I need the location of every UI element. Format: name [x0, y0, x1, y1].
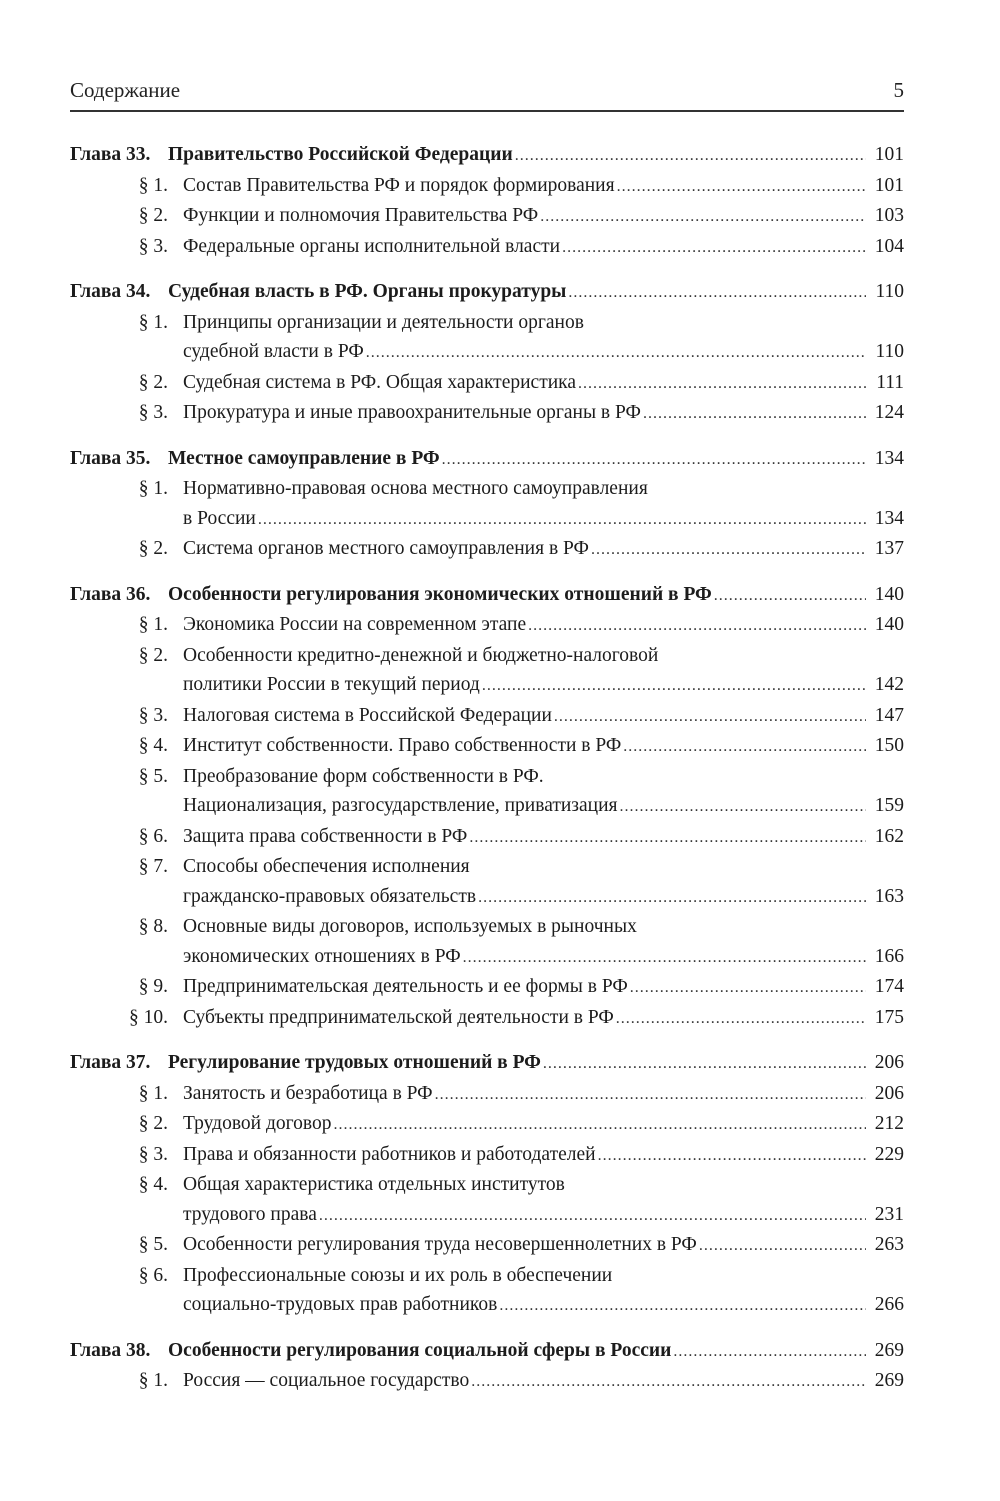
section-title: судебной власти в РФ	[183, 341, 364, 362]
section-entry[interactable]	[70, 731, 904, 762]
page-number: 5	[893, 78, 904, 102]
chapter-title: Регулирование трудовых отношений в РФ	[168, 1052, 541, 1073]
section-label: § 4.	[138, 735, 168, 756]
chapter-title: Местное самоуправление в РФ	[168, 447, 440, 469]
section-label: § 2.	[138, 205, 168, 226]
section-title: Занятость и безработица в РФ	[183, 1082, 433, 1104]
section-page: 140	[874, 614, 904, 635]
dot-leader	[617, 172, 866, 202]
dot-leader	[319, 1201, 866, 1231]
section-title: в России	[183, 507, 256, 529]
section-entry[interactable]	[70, 1079, 904, 1110]
section-title: Права и обязанности работников и работодателей	[183, 1143, 596, 1165]
section-page: 229	[874, 1143, 904, 1165]
chapter-block	[70, 1336, 904, 1397]
chapter-label: Глава 35.	[70, 447, 151, 469]
dot-leader	[334, 1110, 867, 1140]
section-entry-last	[70, 791, 904, 822]
dot-leader	[543, 1049, 866, 1079]
section-title: Национализация, разгосударствление, приватизация	[183, 795, 618, 816]
section-page: 162	[874, 825, 904, 847]
section-title: Преобразование форм собственности в РФ.	[183, 765, 544, 787]
dot-leader	[528, 611, 866, 641]
section-title: экономических отношениях в РФ	[183, 945, 461, 967]
dot-leader	[469, 823, 866, 853]
section-entry[interactable]	[70, 1230, 904, 1261]
section-entry-last	[70, 1200, 904, 1231]
dot-leader	[499, 1291, 866, 1321]
running-title: Содержание	[70, 78, 181, 102]
dot-leader	[366, 338, 866, 368]
section-title: Основные виды договоров, используемых в рыночных	[183, 916, 637, 937]
section-title: Профессиональные союзы и их роль в обеспечении	[183, 1264, 613, 1286]
chapter-label: Глава 34.	[70, 281, 151, 302]
section-title: Способы обеспечения исполнения	[183, 856, 470, 877]
section-title: социально-трудовых прав работников	[183, 1294, 498, 1315]
section-title: Общая характеристика отдельных институтов	[183, 1174, 565, 1195]
chapter-block	[70, 140, 904, 262]
section-label: § 1.	[138, 311, 168, 333]
dot-leader	[442, 445, 866, 475]
section-label: § 9.	[138, 976, 168, 997]
section-entry-last	[70, 882, 904, 913]
section-page: 212	[874, 1113, 904, 1134]
section-entry-last	[70, 942, 904, 973]
section-entry[interactable]	[70, 368, 904, 399]
section-entry[interactable]	[70, 1170, 904, 1200]
dot-leader	[515, 141, 866, 171]
section-page: 104	[874, 235, 904, 257]
chapter-entry[interactable]	[70, 444, 904, 475]
section-entry-last	[70, 1290, 904, 1321]
chapter-page: 101	[874, 144, 904, 165]
dot-leader	[620, 792, 866, 822]
section-title: Институт собственности. Право собственности в РФ	[183, 735, 622, 756]
section-entry-last	[70, 337, 904, 368]
section-page: 266	[874, 1294, 904, 1315]
section-label: § 1.	[138, 478, 168, 499]
chapter-label: Глава 37.	[70, 1052, 151, 1073]
section-title: политики России в текущий период	[183, 674, 480, 695]
section-title: Особенности кредитно-денежной и бюджетно-налоговой	[183, 644, 659, 666]
dot-leader	[568, 278, 866, 308]
section-entry[interactable]	[70, 912, 904, 942]
section-title: гражданско-правовых обязательств	[183, 885, 477, 907]
section-label: § 7.	[138, 856, 168, 877]
dot-leader	[673, 1337, 866, 1367]
section-page: 163	[874, 885, 904, 907]
page-header	[70, 78, 904, 112]
section-page: 111	[876, 371, 904, 393]
section-page: 103	[874, 205, 904, 226]
dot-leader	[623, 732, 866, 762]
section-entry-last	[70, 504, 904, 535]
section-title: Федеральные органы исполнительной власти	[183, 235, 561, 257]
chapter-title: Особенности регулирования социальной сферы в России	[168, 1339, 672, 1361]
section-title: Особенности регулирования труда несовершеннолетних в РФ	[183, 1234, 697, 1255]
dot-leader	[562, 233, 866, 263]
dot-leader	[714, 581, 866, 611]
section-entry[interactable]	[70, 762, 904, 792]
section-label: § 3.	[138, 1143, 168, 1165]
section-label: § 6.	[138, 1264, 168, 1286]
chapter-block	[70, 444, 904, 565]
section-entry[interactable]	[70, 641, 904, 671]
chapter-block	[70, 1048, 904, 1321]
section-title: Налоговая система в Российской Федерации	[183, 704, 552, 726]
dot-leader	[471, 1367, 866, 1397]
dot-leader	[591, 535, 866, 565]
section-entry[interactable]	[70, 1366, 904, 1397]
section-entry[interactable]	[70, 1109, 904, 1140]
section-title: Прокуратура и иные правоохранительные органы в РФ	[183, 402, 641, 423]
section-label: § 2.	[138, 371, 168, 393]
chapter-entry[interactable]	[70, 277, 904, 308]
chapter-page: 206	[874, 1052, 904, 1073]
chapter-title: Особенности регулирования экономических отношений в РФ	[168, 583, 712, 605]
section-label: § 10.	[129, 1006, 168, 1028]
section-label: § 8.	[138, 916, 168, 937]
chapter-entry[interactable]	[70, 140, 904, 171]
section-entry[interactable]	[70, 1261, 904, 1291]
section-title: Состав Правительства РФ и порядок формирования	[183, 174, 615, 196]
dot-leader	[598, 1141, 866, 1171]
dot-leader	[554, 702, 866, 732]
dot-leader	[643, 399, 866, 429]
dot-leader	[258, 505, 866, 535]
section-entry[interactable]	[70, 171, 904, 202]
dot-leader	[578, 369, 866, 399]
section-label: § 6.	[138, 825, 168, 847]
section-entry-last	[70, 670, 904, 701]
section-label: § 3.	[138, 235, 168, 257]
section-title: трудового права	[183, 1203, 317, 1225]
chapter-title: Правительство Российской Федерации	[168, 144, 513, 165]
section-label: § 2.	[138, 1113, 168, 1134]
section-page: 175	[874, 1006, 904, 1028]
section-entry[interactable]	[70, 398, 904, 429]
section-label: § 5.	[138, 765, 168, 787]
section-label: § 5.	[138, 1234, 168, 1255]
chapter-page: 140	[874, 583, 904, 605]
section-page: 174	[874, 976, 904, 997]
dot-leader	[699, 1231, 866, 1261]
section-page: 159	[874, 795, 904, 816]
section-title: Субъекты предпринимательской деятельности в РФ	[183, 1006, 614, 1028]
chapter-title: Судебная власть в РФ. Органы прокуратуры	[168, 281, 567, 302]
section-page: 101	[874, 174, 904, 196]
section-title: Принципы организации и деятельности органов	[183, 311, 584, 333]
dot-leader	[463, 943, 866, 973]
section-title: Предпринимательская деятельность и ее формы в РФ	[183, 976, 628, 997]
chapter-page: 134	[874, 447, 904, 469]
section-label: § 1.	[138, 174, 168, 196]
section-entry[interactable]	[70, 474, 904, 504]
table-of-contents	[70, 140, 904, 1412]
section-entry[interactable]	[70, 822, 904, 853]
section-page: 269	[874, 1370, 904, 1391]
chapter-label: Глава 38.	[70, 1339, 151, 1361]
section-title: Нормативно-правовая основа местного самоуправления	[183, 478, 648, 499]
section-page: 147	[874, 704, 904, 726]
chapter-entry[interactable]	[70, 1336, 904, 1367]
dot-leader	[435, 1080, 866, 1110]
section-label: § 1.	[138, 614, 168, 635]
dot-leader	[630, 973, 866, 1003]
section-page: 231	[874, 1203, 904, 1225]
section-entry[interactable]	[70, 701, 904, 732]
section-label: § 2.	[138, 644, 168, 666]
chapter-label: Глава 33.	[70, 144, 151, 165]
section-entry[interactable]	[70, 308, 904, 338]
dot-leader	[478, 883, 866, 913]
section-label: § 1.	[138, 1370, 168, 1391]
section-entry[interactable]	[70, 534, 904, 565]
section-page: 142	[874, 674, 904, 695]
section-page: 124	[874, 402, 904, 423]
section-title: Россия — социальное государство	[183, 1370, 470, 1391]
section-title: Экономика России на современном этапе	[183, 614, 527, 635]
section-title: Функции и полномочия Правительства РФ	[183, 205, 539, 226]
section-entry[interactable]	[70, 610, 904, 641]
chapter-page: 269	[874, 1339, 904, 1361]
section-title: Трудовой договор	[183, 1113, 332, 1134]
section-page: 150	[874, 735, 904, 756]
section-page: 134	[874, 507, 904, 529]
section-entry[interactable]	[70, 972, 904, 1003]
dot-leader	[482, 671, 866, 701]
chapter-block	[70, 277, 904, 429]
chapter-label: Глава 36.	[70, 583, 151, 605]
section-title: Система органов местного самоуправления в РФ	[183, 538, 589, 559]
section-title: Защита права собственности в РФ	[183, 825, 468, 847]
section-page: 166	[874, 945, 904, 967]
section-label: § 3.	[138, 402, 168, 423]
dot-leader	[616, 1004, 866, 1034]
section-entry[interactable]	[70, 232, 904, 263]
section-page: 206	[874, 1082, 904, 1104]
section-label: § 1.	[138, 1082, 168, 1104]
chapter-block	[70, 580, 904, 1034]
section-entry[interactable]	[70, 201, 904, 232]
chapter-entry[interactable]	[70, 1048, 904, 1079]
chapter-entry[interactable]	[70, 580, 904, 611]
section-entry[interactable]	[70, 1003, 904, 1034]
section-page: 110	[875, 341, 904, 362]
section-label: § 4.	[138, 1174, 168, 1195]
section-label: § 3.	[138, 704, 168, 726]
section-entry[interactable]	[70, 852, 904, 882]
section-entry[interactable]	[70, 1140, 904, 1171]
section-page: 263	[874, 1234, 904, 1255]
dot-leader	[540, 202, 866, 232]
section-page: 137	[874, 538, 904, 559]
header-rule	[70, 110, 904, 112]
chapter-page: 110	[875, 281, 904, 302]
section-label: § 2.	[138, 538, 168, 559]
section-title: Судебная система в РФ. Общая характеристика	[183, 371, 576, 393]
